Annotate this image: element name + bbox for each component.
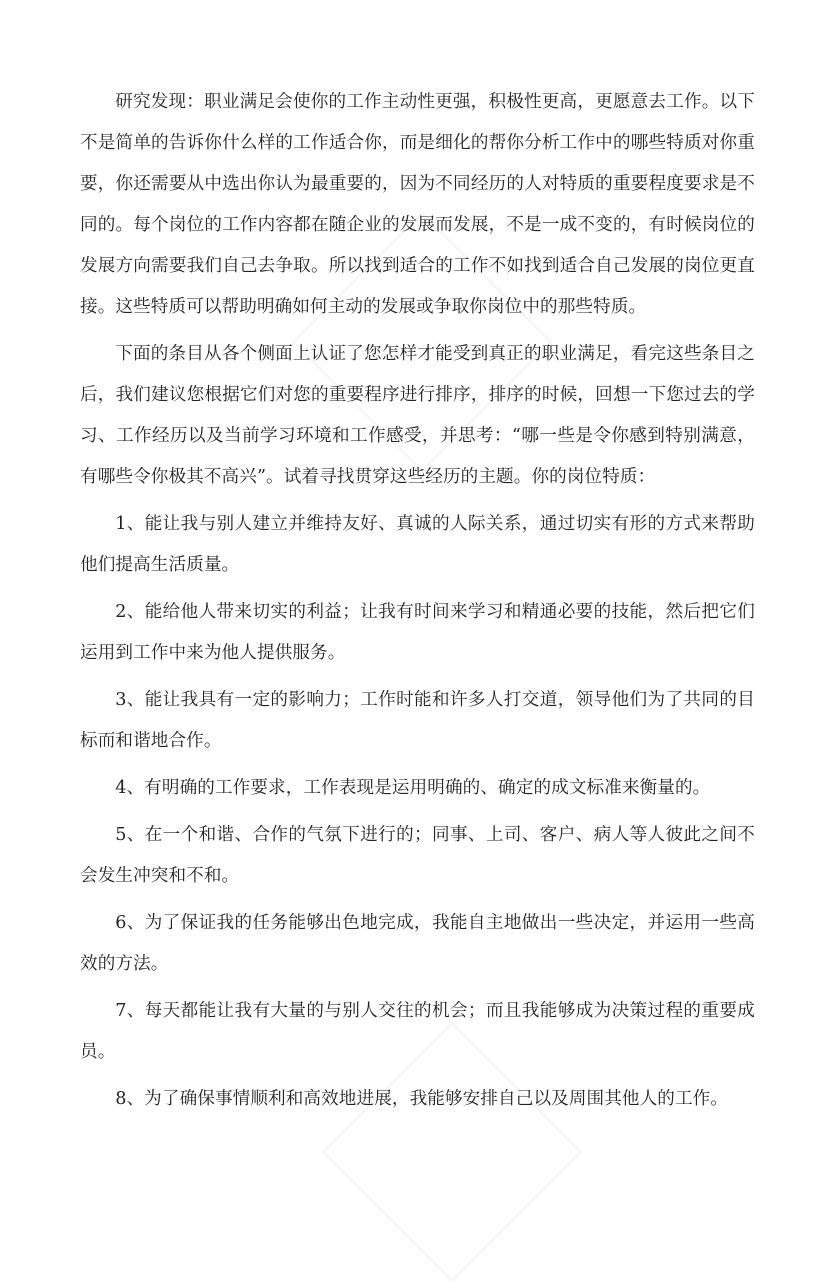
intro-paragraph: 研究发现：职业满足会使你的工作主动性更强，积极性更高，更愿意去工作。以下不是简单的告诉你什么样的工作适合你，而是细化的帮你分析工作中的哪些特质对你重要，你还需要从中选出你认为最重要的，因为不同经历的人对特质的重要程度要求是不同的。每个岗位的工作内容都在随企业的发展而发展，不是一成不变的，有时候岗位的发展方向需要我们自己去争取。所以找到适合的工作不如找到适合自己发展的岗位更直接。这些特质可以帮助明确如何主动的发展或争取你岗位中的那些特质。	[80, 92, 755, 317]
list-item: 6、为了保证我的任务能够出色地完成，我能自主地做出一些决定，并运用一些高效的方法。	[80, 913, 755, 974]
instruction-paragraph: 下面的条目从各个侧面上认证了您怎样才能受到真正的职业满足，看完这些条目之后，我们建议您根据它们对您的重要程序进行排序，排序的时候，回想一下您过去的学习、工作经历以及当前学习环境和工作感受，并思考：“哪一些是令你感到特别满意，有哪些令你极其不高兴”。试着寻找贯穿这些经历的主题。你的岗位特质：	[80, 344, 755, 487]
document-page	[80, 82, 755, 1126]
list-item: 1、能让我与别人建立并维持友好、真诚的人际关系，通过切实有形的方式来帮助他们提高生活质量。	[80, 514, 755, 575]
list-item: 8、为了确保事情顺利和高效地进展，我能够安排自己以及周围其他人的工作。	[115, 1089, 729, 1109]
list-item: 5、在一个和谐、合作的气氛下进行的；同事、上司、客户、病人等人彼此之间不会发生冲突和不和。	[80, 825, 755, 886]
list-item: 7、每天都能让我有大量的与别人交往的机会；而且我能够成为决策过程的重要成员。	[80, 1001, 755, 1062]
list-item: 3、能让我具有一定的影响力；工作时能和许多人打交道，领导他们为了共同的目标而和谐地合作。	[80, 690, 755, 751]
list-item: 4、有明确的工作要求，工作表现是运用明确的、确定的成文标准来衡量的。	[115, 778, 711, 798]
list-item: 2、能给他人带来切实的利益；让我有时间来学习和精通必要的技能，然后把它们运用到工作中来为他人提供服务。	[80, 602, 755, 663]
